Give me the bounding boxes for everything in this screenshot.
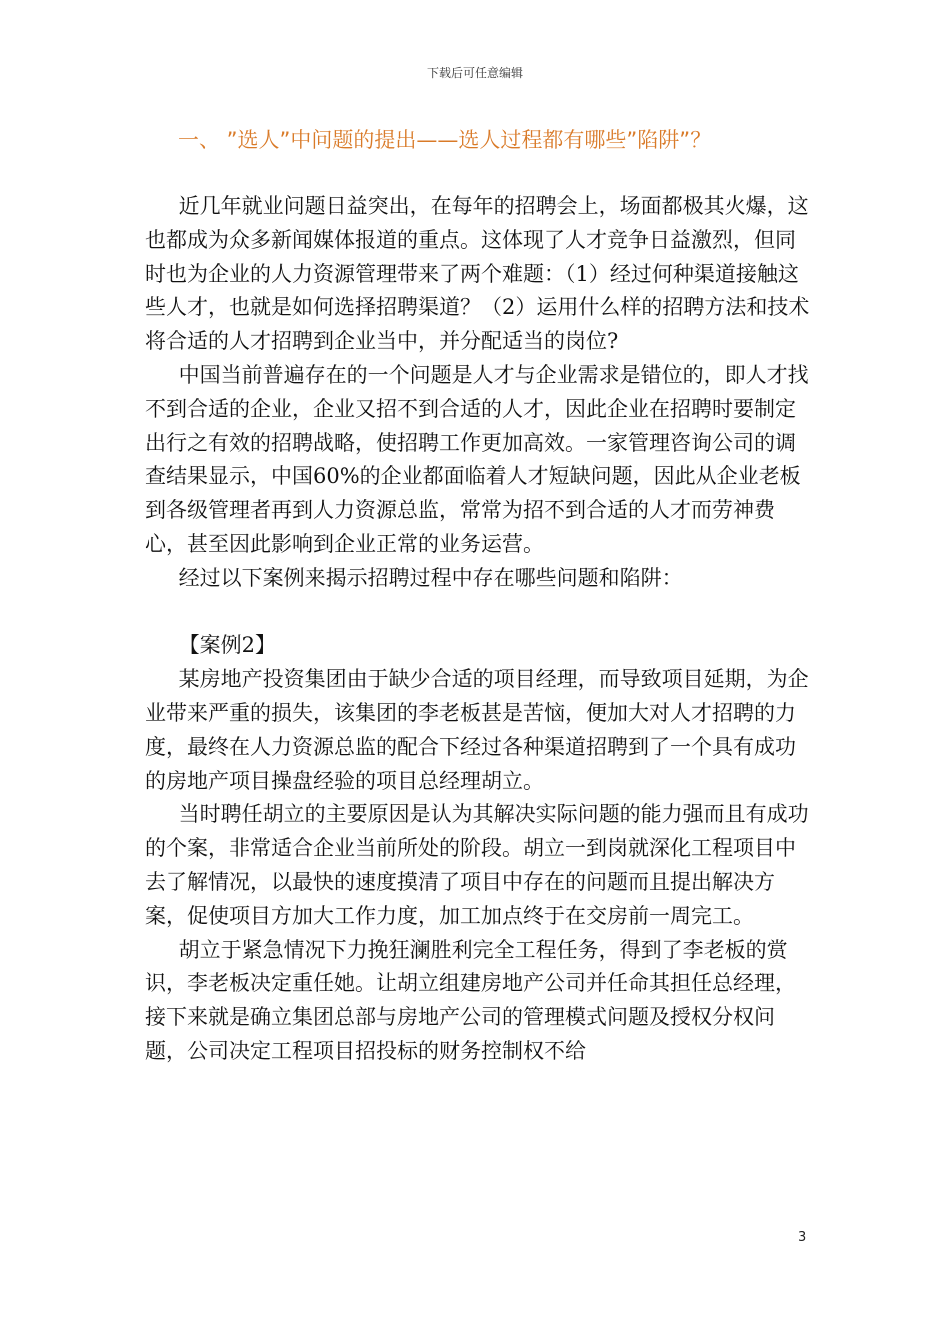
page-number: 3	[798, 1230, 807, 1245]
section-heading: 一、 ”选人”中问题的提出——选人过程都有哪些”陷阱”？	[178, 128, 712, 152]
paragraph-lead-in: 经过以下案例来揭示招聘过程中存在哪些问题和陷阱：	[178, 565, 683, 590]
paragraph-case-3: 胡立于紧急情况下力挽狂澜胜利完全工程任务，得到了李老板的赏识，李老板决定重任她。让胡立组建房地产公司并任命其担任总经理，接下来就是确立集团总部与房地产公司的管理模式问题及授权分权问题，公司决定工程项目招投标的财务控制权不给	[145, 937, 796, 1063]
paragraph-intro: 近几年就业问题日益突出，在每年的招聘会上，场面都极其火爆，这也都成为众多新闻媒体报道的重点。这体现了人才竞争日益激烈，但同时也为企业的人力资源管理带来了两个难题：（1）经过何种渠道接触这些人才，也就是如何选择招聘渠道？（2）运用什么样的招聘方法和技术将合适的人才招聘到企业当中，并分配适当的岗位?	[145, 194, 810, 354]
paragraph-case-2: 当时聘任胡立的主要原因是认为其解决实际问题的能力强而且有成功的个案，非常适合企业当前所处的阶段。胡立一到岗就深化工程项目中去了解情况，以最快的速度摸清了项目中存在的问题而且提出解决方案，促使项目方加大工作力度，加工加点终于在交房前一周完工。	[145, 802, 809, 928]
page-header-note: 下载后可任意编辑	[426, 66, 523, 80]
paragraph-problem: 中国当前普遍存在的一个问题是人才与企业需求是错位的，即人才找不到合适的企业，企业又招不到合适的人才，因此企业在招聘时要制定出行之有效的招聘战略，使招聘工作更加高效。一家管理咨询公司的调查结果显示，中国60%的企业都面临着人才短缺问题，因此从企业老板到各级管理者再到人力资源总监，常常为招不到合适的人才而劳神费心，甚至因此影响到企业正常的业务运营。	[145, 362, 809, 556]
paragraph-case-1: 某房地产投资集团由于缺少合适的项目经理，而导致项目延期，为企业带来严重的损失，该集团的李老板甚是苦恼，便加大对人才招聘的力度，最终在人力资源总监的配合下经过各种渠道招聘到了一个具有成功的房地产项目操盘经验的项目总经理胡立。	[145, 667, 809, 793]
case-label: 【案例2】	[178, 633, 276, 658]
document-body	[145, 190, 810, 1069]
